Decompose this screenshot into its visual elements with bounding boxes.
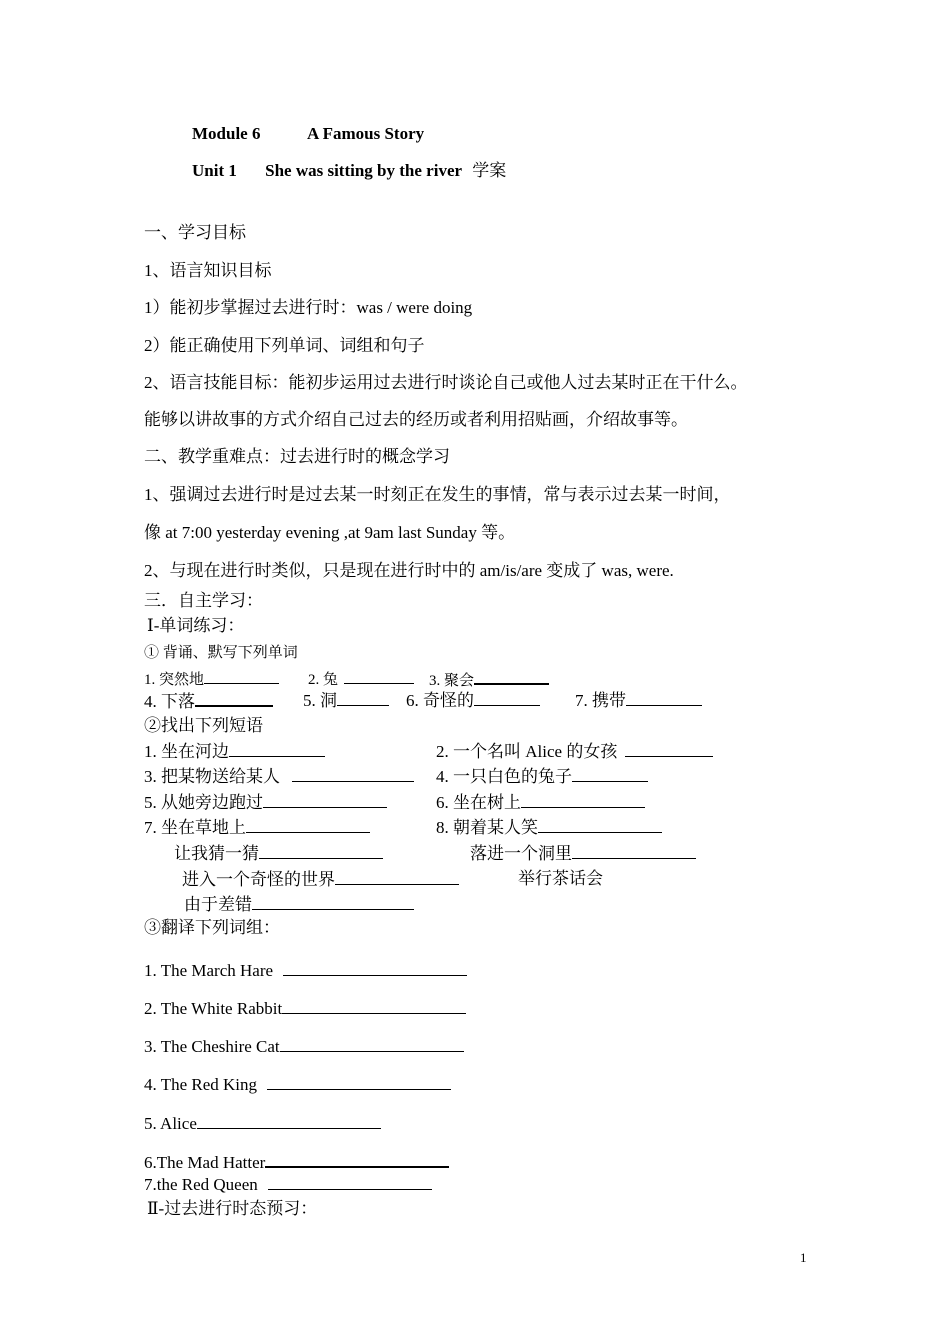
part1-heading: Ⅰ-单词练习： [147, 616, 245, 635]
translate-blank: 4. The Red King [144, 1074, 451, 1095]
unit-title: She was sitting by the river [265, 161, 463, 180]
phrase-blank: 落进一个洞里 [470, 843, 696, 864]
unit-label: Unit 1 [192, 161, 237, 180]
section2-heading: 二、教学重难点：过去进行时的概念学习 [144, 447, 450, 466]
translate-blank: 5. Alice [144, 1113, 381, 1134]
part2-heading: Ⅱ-过去进行时态预习： [147, 1199, 318, 1218]
word-blank: 2. 兔 [308, 668, 414, 689]
section1-sub1: 1、语言知识目标 [144, 261, 272, 280]
section2-p1-cont: 像 at 7:00 yesterday evening ,at 9am last Sunday 等。 [144, 523, 516, 542]
section2-p2: 2、与现在进行时类似，只是现在进行时中的 am/is/are 变成了 was, were. [144, 561, 674, 580]
phrase-blank: 进入一个奇怪的世界 [182, 869, 459, 890]
module-title: A Famous Story [307, 124, 425, 143]
section1-sub2-cont: 能够以讲故事的方式介绍自己过去的经历或者利用招贴画，介绍故事等。 [144, 410, 688, 429]
phrase-blank: 8. 朝着某人笑 [436, 817, 662, 838]
phrase-blank: 7. 坐在草地上 [144, 817, 370, 838]
section2-p1: 1、强调过去进行时是过去某一时刻正在发生的事情，常与表示过去某一时间， [144, 485, 731, 504]
word-blank: 1. 突然地 [144, 668, 279, 689]
translate-blank: 6.The Mad Hatter [144, 1151, 449, 1173]
unit-suffix: 学案 [472, 161, 507, 180]
unit-heading [192, 161, 506, 181]
phrase-blank: 5. 从她旁边跑过 [144, 792, 387, 813]
task1-instruction: ① 背诵、默写下列单词 [144, 645, 298, 661]
section3-heading: 三．自主学习： [144, 591, 263, 610]
phrase-blank: 1. 坐在河边 [144, 741, 325, 762]
phrase-blank: 让我猜一猜 [174, 843, 383, 864]
phrase-blank: 4. 一只白色的兔子 [436, 766, 648, 787]
section1-item2: 2）能正确使用下列单词、词组和句子 [144, 336, 425, 355]
phrase-blank: 3. 把某物送给某人 [144, 766, 414, 787]
word-blank: 4. 下落 [144, 690, 273, 712]
task3-instruction: ③翻译下列词组： [144, 918, 280, 937]
phrase-blank: 由于差错 [184, 894, 414, 915]
translate-blank: 7.the Red Queen [144, 1174, 432, 1195]
translate-blank: 3. The Cheshire Cat [144, 1036, 464, 1057]
module-label: Module 6 [192, 124, 261, 143]
section1-heading: 一、学习目标 [144, 223, 246, 242]
phrase-label: 举行茶话会 [518, 869, 603, 888]
word-blank: 6. 奇怪的 [406, 690, 540, 711]
phrase-blank: 2. 一个名叫 Alice 的女孩 [436, 741, 713, 762]
word-blank: 7. 携带 [575, 690, 702, 711]
section1-sub2: 2、语言技能目标：能初步运用过去进行时谈论自己或他人过去某时正在干什么。 [144, 373, 748, 392]
word-blank: 3. 聚会 [429, 668, 549, 690]
phrase-blank: 6. 坐在树上 [436, 792, 645, 813]
translate-blank: 2. The White Rabbit [144, 998, 466, 1019]
word-blank: 5. 洞 [303, 690, 389, 711]
page-number: 1 [800, 1250, 807, 1265]
section1-item1: 1）能初步掌握过去进行时：was / were doing [144, 298, 473, 317]
translate-blank: 1. The March Hare [144, 960, 467, 981]
task2-instruction: ②找出下列短语 [144, 716, 263, 735]
